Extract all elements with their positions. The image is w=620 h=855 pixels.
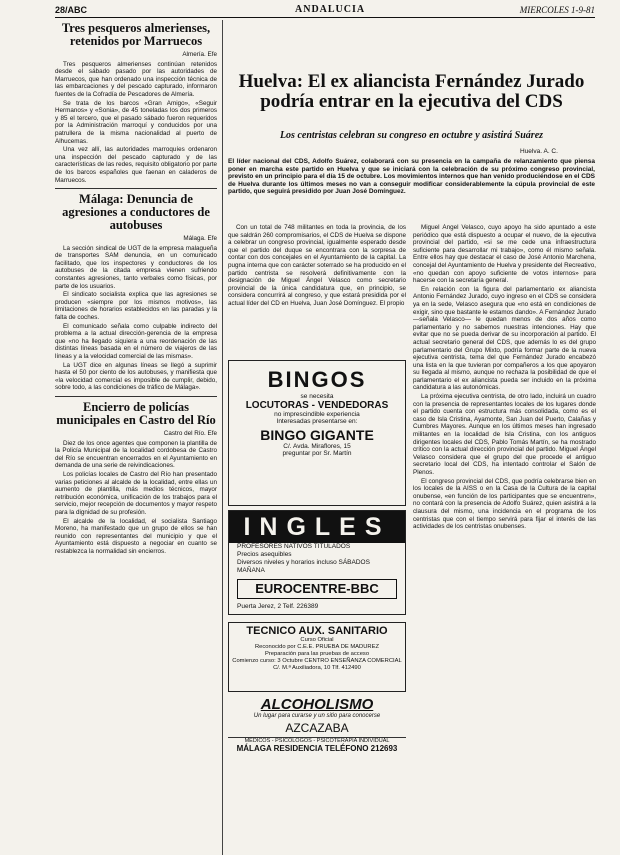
lead-column-3 bbox=[413, 224, 596, 854]
ad-tecnico bbox=[228, 622, 406, 692]
ad-text: no imprescindible experiencia bbox=[274, 411, 360, 418]
ad-phone: MÁLAGA RESIDENCIA TELÉFONO 212693 bbox=[236, 744, 398, 753]
article-paragraph: Tres pesqueros almerienses continúan retenidos desde el sábado pasado por las autoridades de Marruecos, que han ordenado una inspección técnica de las embarcaciones y del pescado capturado, informaron fuentes de la Cofradía de Pescadores de Almería. bbox=[55, 60, 217, 98]
article-paragraph: El alcalde de la localidad, el socialista Santiago Moreno, ha manifestado que un grupo de ellos se han reunido con representantes del municipio y que el Ayuntamiento está dispuesto a negociar en cuanto se restablezca la normalidad sin encierros. bbox=[55, 517, 217, 555]
ad-text: LOCUTORAS - VENDEDORAS bbox=[245, 400, 389, 411]
article-paragraph: Diez de los once agentes que componen la plantilla de la Policía Municipal de la localidad cordobesa de Castro del Río se encuentran encerrados en el Ayuntamiento en demanda de una serie de reivindicaciones. bbox=[55, 439, 217, 470]
ad-tagline: Un lugar para curarse y un sitio para conocerse bbox=[253, 713, 381, 719]
article-dateline: Castro del Río. Efe bbox=[163, 429, 217, 437]
ad-text: preguntar por Sr. Martín bbox=[282, 450, 352, 457]
page-header bbox=[55, 4, 595, 18]
page-number: 28/ABC bbox=[55, 5, 88, 15]
article-paragraph: Los policías locales de Castro del Río han presentado varias peticiones al alcalde de la localidad, entre ellas un aumento de plantilla, más medios técnicos, mayor retribución económica, unificación de los trabajos para el servicio, mejor recepción de documentos y mayor respeto para la dignidad de su profesión. bbox=[55, 470, 217, 516]
article-paragraph: El comunicado señala como culpable indirecto del problema a la actual dirección-gerencia de la empresa que «no ha llegado siquiera a una reordenación de las distintas líneas basada en el número de viajeros de las líneas y a la velocidad comercial de las mismas». bbox=[55, 322, 217, 360]
ad-title: INGLES bbox=[229, 511, 405, 543]
lead-dateline: Huelva. A. C. bbox=[520, 148, 558, 155]
ad-alcoholismo bbox=[228, 696, 406, 781]
ad-title: ALCOHOLISMO bbox=[260, 696, 374, 713]
article-paragraph: Con un total de 748 militantes en toda la provincia, de los que saldrán 260 compromisarios, el CDS de Huelva se dispone a celebrar un congreso provincial, igualmente esperado desde que el partido del duque se encontrara con la sorpresa de contar con dos concejales en el Ayuntamiento de la capital. La pugna interna que con carácter soterrado se ha producido en el partido centrista se resolverá definitivamente con la designación de Miguel Ángel Velasco como secretario provincial de la única candidatura que, en principio, se considera concurrirá al congreso, y que estará presidida por el actual líder del CD en Huelva, Juan José Domínguez. El propio bbox=[228, 224, 406, 307]
ad-bingos bbox=[228, 360, 406, 506]
article-paragraph: El congreso provincial del CDS, que podría celebrarse bien en los locales de la AISS o en la Casa de la Cultura de la capital onubense, «en función de los participantes que se encuentren», no contará con la presencia de Adolfo Suárez, quien asistirá a la clausura del mismo, una incidencia en el programa de los centristas que con el tiempo servirá para fijar el interés de las actividades de los centristas onubenses. bbox=[413, 477, 596, 531]
section-title: ANDALUCIA bbox=[295, 4, 366, 15]
ad-list-item: PROFESORES NATIVOS TITULADOS bbox=[237, 543, 351, 550]
ad-address: C/. Avda. Miraflores, 15 bbox=[283, 443, 351, 450]
ad-logo: EUROCENTRE-BBC bbox=[237, 579, 397, 599]
article-paragraph: Se trata de los barcos «Gran Amigo», «Seguir Hermanos» y «Sonia», de 45 toneladas los dos primeros y 85 el tercero, que el pasado sábado fueron requeridos por la Administración marroquí y conducidos por una patrullera de la misma nacionalidad al puerto de Alhucemas. bbox=[55, 99, 217, 145]
issue-date: MIERCOLES 1-9-81 bbox=[519, 5, 595, 15]
lead-column-2 bbox=[228, 224, 406, 349]
article-title: Encierro de policías municipales en Castro del Río bbox=[56, 399, 216, 427]
lead-intro: El líder nacional del CDS, Adolfo Suárez, colaborará con su presencia en la campaña de relanzamiento que piensa poner en marcha este partido en Huelva y que se iniciará con la celebración de su próximo congreso provincial, previsto en un principio para el día 15 de octubre. Los movimientos internos que han venido produciéndose en el CDS de Huelva durante los últimos meses no van a conseguir modificar considerablemente la cúpula provincial de este partido, que seguirá presidido por Juan José Domínguez. bbox=[228, 158, 595, 196]
ad-text: Comienzo curso: 3 Octubre CENTRO ENSEÑANZA COMERCIAL bbox=[232, 658, 402, 664]
ad-address: Puerta Jerez, 2 Telf. 226389 bbox=[237, 603, 319, 610]
article-paragraph: Miguel Ángel Velasco, cuyo apoyo ha sido apuntado a este periódico que está dispuesto a ocupar el nuevo, de la ejecutiva provincial del partido, «si se me cede una infraestructura suficiente para desarrollar mi trabajo», como él mismo señala. Entre ellos hay que destacar el caso de José Antonio Marchena, concejal del Ayuntamiento de Huelva y presidente del Recreativo, «no quedan con apoyo suficiente de votos internos» para hacerse con la secretaría general. bbox=[413, 224, 596, 285]
ad-ingles bbox=[228, 510, 406, 615]
ad-text: Curso Oficial bbox=[300, 637, 334, 643]
article-paragraph: El sindicato socialista explica que las agresiones se producen «siempre por los mismos motivos», las limitaciones de horarios establecidos en las paradas y la falta de coches. bbox=[55, 291, 217, 322]
article-paragraph: La sección sindical de UGT de la empresa malagueña de transportes SAM denuncia, en un comunicado facilitado, que los inspectores y conductores de los autobuses de la citada empresa vienen sufriendo constantes agresiones, tanto verbales como físicas, por parte de los usuarios. bbox=[55, 244, 217, 290]
ad-list-item: Precios asequibles bbox=[237, 551, 292, 558]
article-title: Málaga: Denuncia de agresiones a conductores de autobuses bbox=[62, 192, 210, 233]
lead-headline: Huelva: El ex aliancista Fernández Jurado podría entrar en la ejecutiva del CDS bbox=[238, 71, 585, 112]
article-malaga bbox=[55, 193, 217, 392]
left-column bbox=[55, 20, 217, 855]
article-pesqueros bbox=[55, 22, 217, 184]
divider bbox=[55, 188, 217, 189]
ad-text: Preparación para las pruebas de acceso bbox=[264, 651, 370, 657]
ad-text: MÉDICOS - PSICÓLOGOS - PSICOTERAPIA INDIVIDUAL bbox=[228, 737, 406, 744]
ad-text: Interesadas presentarse en: bbox=[276, 418, 358, 425]
ad-address: C/. M.ª Auxiliadora, 10 Tlf. 412490 bbox=[273, 665, 361, 671]
ad-text: se necesita bbox=[300, 393, 334, 400]
article-paragraph: La UGT dice en algunas líneas se llegó a suprimir hasta el 50 por ciento de los autobuses, y manifiesta que «la velocidad comercial es imposible de cumplir, debido, sobre todo, a las condiciones de tráfico de Málaga». bbox=[55, 361, 217, 392]
column-separator bbox=[222, 20, 223, 855]
header-rule bbox=[55, 17, 595, 18]
ad-text: Reconocido por C.E.E. PRUEBA DE MADUREZ bbox=[254, 644, 380, 650]
article-dateline: Málaga. Efe bbox=[183, 235, 217, 243]
divider bbox=[55, 396, 217, 397]
lead-subheadline: Los centristas celebran su congreso en octubre y asistirá Suárez bbox=[279, 130, 544, 141]
article-title: Tres pesqueros almerienses, retenidos por Marruecos bbox=[61, 21, 211, 48]
article-castro bbox=[55, 401, 217, 556]
ad-name: AZCAZABA bbox=[285, 721, 349, 735]
ad-title: TECNICO AUX. SANITARIO bbox=[246, 625, 388, 637]
ad-name: BINGO GIGANTE bbox=[260, 427, 374, 443]
ad-list-item: Diversos niveles y horarios incluso SÁBADOS MAÑANA bbox=[237, 559, 370, 574]
article-paragraph: En relación con la figura del parlamentario ex aliancista Antonio Fernández Jurado, cuyo ingreso en el CDS se considera ya en la sede, Velasco asegura que «no está en condiciones de exigir, sino que bastante le estamos dando». A Fernández Jurado —señala Velasco— le quedan menos de dos años como parlamentario y no sabemos nuestras intenciones. Hay que evitar que no se pueda derivar de su incorporación al partido. El actual secretario general del CDS, que además lo es del grupo parlamentario del Grupo Mixto, podría formar parte de la nueva ejecutiva centrista, tema del que Fernández Jurado encabezó una lista en la que tuvieran por compañeros a los que apoyaron su llegada al mismo, aunque no rechaza la posibilidad de que el parlamentario el ex aliancista pueda ser incluido en la próxima candidatura a las autonómicas. bbox=[413, 285, 596, 392]
ad-title: BINGOS bbox=[267, 367, 367, 392]
article-dateline: Almería. Efe bbox=[182, 51, 217, 58]
article-paragraph: Una vez allí, las autoridades marroquíes ordenaron una inspección del pescado capturado y de las características de las redes, requisito obligatorio por parte de los barcos españoles que faenan en caladeros de Marruecos. bbox=[55, 146, 217, 184]
article-paragraph: La próxima ejecutiva centrista, de otro lado, incluirá un cuadro con la presencia de representantes locales de los lugares donde el partido cuenta con estructura más consolidada, como es el caso de Isla Cristina, Ayamonte, San Juan del Puerto, Calañas y Cumbres Mayores. Aunque en los últimos meses han ingresado militantes en la localidad de Isla Cristina, con los antiguos dirigentes locales del CDS, Pablo Tomás Martín, se ha mostrado crítico con la actual dirección provincial del partido. Miguel Ángel Velasco considera que el grupo del que procede el antiguo secretario local del CDS, ha intentado controlar el Salón de Plenos. bbox=[413, 393, 596, 476]
